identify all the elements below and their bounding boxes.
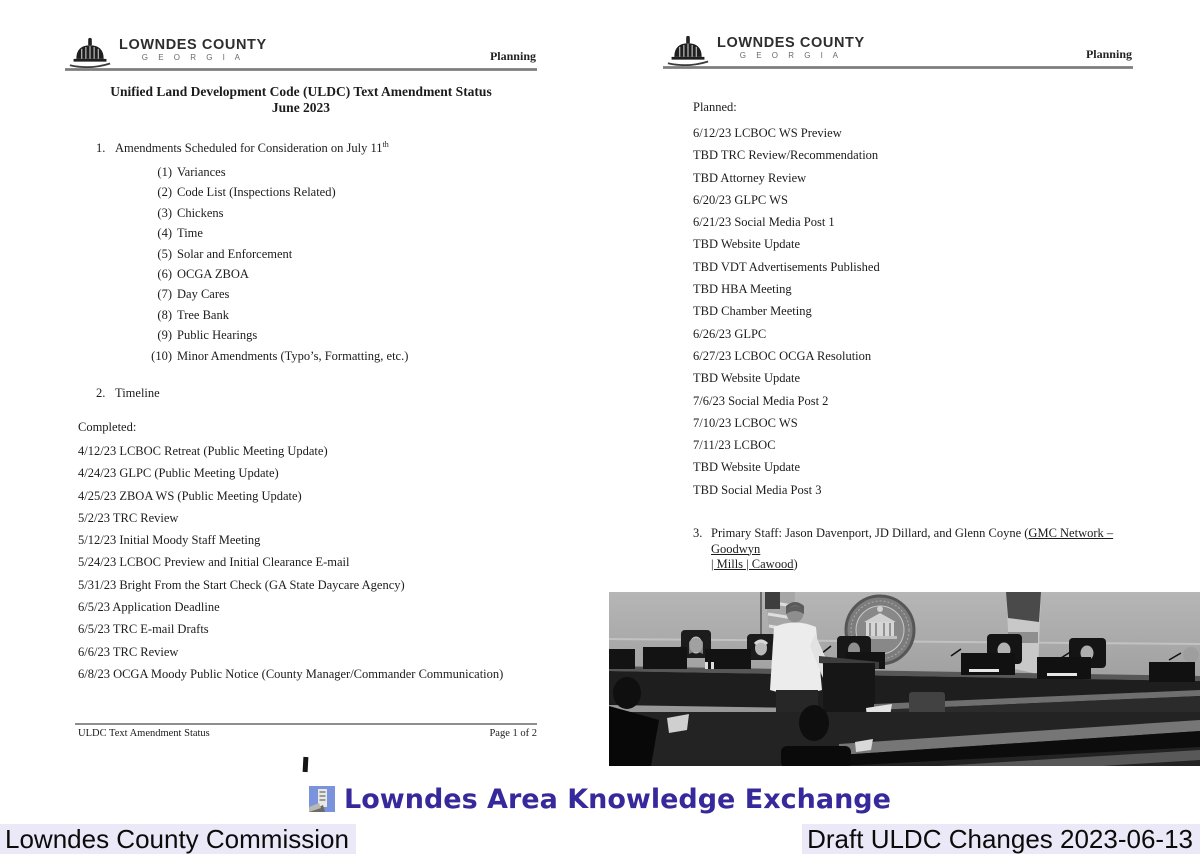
- gmc-network-link[interactable]: | Mills | Cawood: [711, 557, 794, 572]
- title-line-1: Unified Land Development Code (ULDC) Text Amendment Status: [110, 84, 492, 99]
- timeline-entry: 6/8/23 OCGA Moody Public Notice (County Manager/Commander Communication): [78, 666, 504, 681]
- header-rule: [663, 66, 1133, 69]
- amendment-sublist: [148, 162, 408, 366]
- caption-commission: Lowndes County Commission: [0, 824, 356, 854]
- lake-banner: [0, 781, 1200, 817]
- list-item-2: [96, 386, 160, 401]
- scan-artifact-mark: [303, 757, 309, 772]
- lake-banner-title: Lowndes Area Knowledge Exchange: [344, 783, 891, 815]
- timeline-entry: 5/24/23 LCBOC Preview and Initial Clearance E-mail: [78, 555, 350, 570]
- timeline-entry: 6/21/23 Social Media Post 1: [693, 215, 835, 230]
- completed-label: Completed:: [78, 420, 137, 434]
- item3-line-1: [711, 526, 1151, 557]
- timeline-entry: 6/20/23 GLPC WS: [693, 192, 788, 207]
- sublist-item: (3) Chickens: [157, 205, 224, 220]
- timeline-entry: 4/12/23 LCBOC Retreat (Public Meeting Update): [78, 444, 328, 458]
- county-name: LOWNDES COUNTY: [119, 37, 267, 53]
- list-item-1: [96, 140, 389, 156]
- timeline-entry: TBD Website Update: [693, 460, 801, 475]
- item-text: Amendments Scheduled for Consideration on July 11: [115, 141, 383, 156]
- sublist-item: (1) Variances: [157, 165, 226, 179]
- footer-page-number: Page 1 of 2: [489, 728, 537, 739]
- sublist-item: (8) Tree Bank: [157, 307, 229, 322]
- county-logo-text: [717, 36, 865, 61]
- document-page-2: [663, 34, 1133, 594]
- timeline-entry: 6/5/23 TRC E-mail Drafts: [78, 622, 209, 637]
- county-logo: [69, 36, 267, 69]
- footer-doc-name: ULDC Text Amendment Status: [78, 728, 210, 739]
- item-superscript: th: [382, 140, 389, 149]
- timeline-entry: 6/5/23 Application Deadline: [78, 600, 220, 615]
- letterhead: [663, 34, 1133, 68]
- timeline-entry: 5/2/23 TRC Review: [78, 510, 179, 525]
- timeline-entry: TBD Social Media Post 3: [693, 482, 822, 497]
- sublist-item: (9) Public Hearings: [157, 328, 258, 343]
- capitol-dome-icon: [69, 36, 111, 69]
- timeline-entry: TBD Chamber Meeting: [693, 304, 812, 319]
- timeline-entry: 4/25/23 ZBOA WS (Public Meeting Update): [78, 488, 302, 503]
- lake-building-icon: [309, 786, 335, 812]
- item-number: 2.: [96, 386, 106, 400]
- item-text: Primary Staff: Jason Davenport, JD Dillard, and Glenn Coyne (: [711, 526, 1029, 540]
- timeline-entry: TBD Website Update: [693, 237, 801, 252]
- timeline-entry: 6/27/23 LCBOC OCGA Resolution: [693, 348, 872, 363]
- county-name: LOWNDES COUNTY: [717, 35, 865, 51]
- header-rule: [65, 68, 537, 71]
- document-page-1: [65, 36, 537, 756]
- timeline-entry: TBD TRC Review/Recommendation: [693, 148, 879, 163]
- item-text: ): [793, 557, 798, 572]
- county-logo-text: [119, 38, 267, 63]
- planned-label: Planned:: [693, 100, 737, 114]
- timeline-entry: 6/6/23 TRC Review: [78, 644, 179, 659]
- completed-list: [78, 440, 503, 685]
- title-line-2: June 2023: [271, 99, 331, 115]
- document-title: [65, 84, 537, 115]
- sublist-item: (4) Time: [157, 226, 203, 241]
- sublist-item: (7) Day Cares: [157, 287, 230, 302]
- sublist-item: (2) Code List (Inspections Related): [157, 185, 336, 200]
- timeline-entry: 6/26/23 GLPC: [693, 326, 767, 341]
- planned-list: [693, 122, 880, 501]
- timeline-entry: 5/12/23 Initial Moody Staff Meeting: [78, 533, 261, 548]
- county-state: G E O R G I A: [739, 51, 842, 60]
- item-text: Timeline: [115, 386, 160, 400]
- commission-meeting-photo: [609, 592, 1200, 766]
- timeline-entry: TBD Website Update: [693, 371, 801, 386]
- gmc-network-link[interactable]: GMC Network – Goodwyn: [711, 526, 1114, 556]
- timeline-entry: 6/12/23 LCBOC WS Preview: [693, 126, 842, 140]
- timeline-entry: 7/11/23 LCBOC: [693, 438, 776, 453]
- county-state: G E O R G I A: [141, 53, 244, 62]
- letterhead: [65, 36, 537, 70]
- timeline-entry: 4/24/23 GLPC (Public Meeting Update): [78, 466, 279, 481]
- timeline-entry: TBD VDT Advertisements Published: [693, 259, 880, 274]
- timeline-entry: 5/31/23 Bright From the Start Check (GA State Daycare Agency): [78, 577, 405, 592]
- sublist-item: (6) OCGA ZBOA: [157, 266, 249, 281]
- timeline-entry: TBD Attorney Review: [693, 170, 807, 185]
- list-item-3: [693, 526, 1151, 573]
- timeline-entry: 7/6/23 Social Media Post 2: [693, 393, 829, 408]
- department-label: Planning: [489, 49, 536, 63]
- item-number: 3.: [693, 526, 703, 540]
- item3-line-2: [711, 557, 1151, 573]
- department-label: Planning: [1085, 47, 1132, 61]
- timeline-entry: 7/10/23 LCBOC WS: [693, 415, 798, 430]
- item-number: 1.: [96, 141, 106, 156]
- county-logo: [667, 34, 865, 67]
- footer-rule: [75, 723, 537, 725]
- caption-draft-uldc: Draft ULDC Changes 2023-06-13: [802, 824, 1200, 854]
- capitol-dome-icon: [667, 34, 709, 67]
- timeline-entry: TBD HBA Meeting: [693, 282, 792, 297]
- sublist-item: (10) Minor Amendments (Typo’s, Formatting, etc.): [151, 348, 409, 363]
- sublist-item: (5) Solar and Enforcement: [157, 246, 293, 261]
